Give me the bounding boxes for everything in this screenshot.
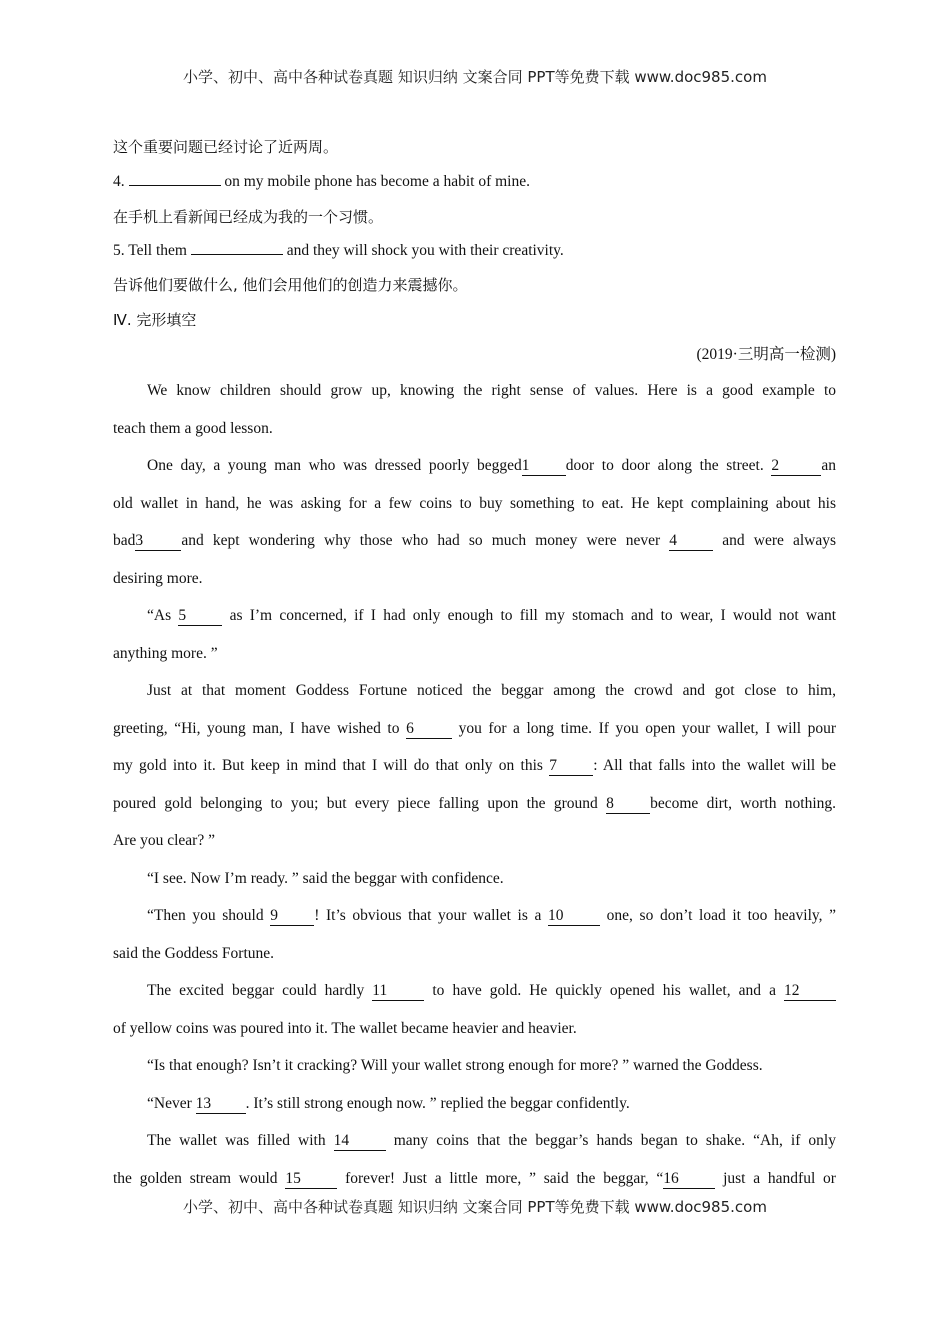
translation-line: 这个重要问题已经讨论了近两周。 — [113, 138, 339, 156]
question-4-translation: 在手机上看新闻已经成为我的一个习惯。 — [113, 208, 384, 226]
paragraph-9 — [113, 1085, 836, 1123]
passage-line: “Never 13 . It’s still strong enough now. ” replied the beggar confidently. — [147, 1094, 630, 1112]
page-footer: 小学、初中、高中各种试卷真题 知识归纳 文案合同 PPT等免费下载 www.doc985.com — [183, 1198, 767, 1216]
blank-8: 8 — [606, 795, 650, 814]
question-text: and they will shock you with their creativity. — [282, 242, 564, 259]
passage-line: said the Goddess Fortune. — [113, 944, 275, 962]
passage-line: “Then you should 9 ! It’s obvious that your wallet is a 10 one, so don’t load it too heavily, ” — [147, 907, 836, 924]
answer-blank — [129, 185, 221, 186]
passage-line: of yellow coins was poured into it. The wallet became heavier and heavier. — [113, 1019, 577, 1037]
blank-9: 9 — [270, 907, 314, 926]
passage-source: (2019·三明高一检测) — [696, 346, 836, 363]
paragraph-1 — [113, 372, 836, 447]
passage-line: We know children should grow up, knowing the right sense of values. Here is a good example to — [147, 382, 836, 399]
paragraph-7 — [113, 972, 836, 1047]
passage-line: bad3 and kept wondering why those who had so much money were never 4 and were always — [113, 532, 836, 549]
blank-3: 3 — [135, 532, 181, 551]
passage-line: the golden stream would 15 forever! Just a little more, ” said the beggar, “16 just a handful or — [113, 1169, 836, 1187]
blank-5: 5 — [178, 607, 222, 626]
blank-10: 10 — [548, 907, 600, 926]
paragraph-6 — [113, 897, 836, 972]
passage-line: The wallet was filled with 14 many coins that the beggar’s hands began to shake. “Ah, if only — [147, 1132, 836, 1149]
blank-12: 12 — [784, 982, 836, 1001]
passage-line: One day, a young man who was dressed poorly begged1 door to door along the street. 2 an — [147, 457, 836, 474]
question-text: on my mobile phone has become a habit of mine. — [220, 173, 530, 190]
cloze-passage — [113, 372, 836, 1197]
passage-line: anything more. ” — [113, 644, 218, 662]
passage-line: greeting, “Hi, young man, I have wished to 6 you for a long time. If you open your wallet, I will pour — [113, 719, 836, 737]
passage-line: Just at that moment Goddess Fortune noticed the beggar among the crowd and got close to him, — [147, 682, 836, 699]
passage-line: “Is that enough? Isn’t it cracking? Will your wallet strong enough for more? ” warned the Goddess. — [147, 1057, 763, 1074]
paragraph-3 — [113, 597, 836, 672]
blank-13: 13 — [196, 1095, 246, 1114]
paragraph-4 — [113, 672, 836, 860]
passage-line: The excited beggar could hardly 11 to have gold. He quickly opened his wallet, and a 12 — [113, 972, 836, 1010]
paragraph-5 — [113, 860, 836, 898]
blank-11: 11 — [372, 982, 424, 1001]
paragraph-10 — [113, 1122, 836, 1197]
passage-line: old wallet in hand, he was asking for a few coins to buy something to eat. He kept complaining about his — [113, 494, 836, 512]
blank-14: 14 — [334, 1132, 386, 1151]
passage-line: poured gold belonging to you; but every piece falling upon the ground 8 become dirt, worth nothing. — [113, 794, 837, 812]
section-title: Ⅳ. 完形填空 — [113, 311, 197, 329]
blank-4: 4 — [669, 532, 713, 551]
question-5 — [113, 240, 564, 262]
passage-line: Are you clear? ” — [113, 832, 215, 849]
blank-2: 2 — [771, 457, 821, 476]
passage-line: “As 5 as I’m concerned, if I had only enough to fill my stomach and to wear, I would not want — [147, 607, 836, 624]
page-header: 小学、初中、高中各种试卷真题 知识归纳 文案合同 PPT等免费下载 www.doc985.com — [183, 68, 767, 86]
blank-15: 15 — [285, 1170, 337, 1189]
question-number: 4. — [113, 173, 129, 190]
question-5-translation: 告诉他们要做什么, 他们会用他们的创造力来震撼你。 — [113, 276, 468, 294]
paragraph-2 — [113, 447, 836, 597]
passage-line: “I see. Now I’m ready. ” said the beggar with confidence. — [147, 869, 504, 887]
question-4 — [113, 171, 530, 193]
paragraph-8 — [113, 1047, 836, 1085]
blank-1: 1 — [522, 457, 566, 476]
blank-6: 6 — [406, 720, 452, 739]
passage-line: desiring more. — [113, 569, 203, 587]
passage-line: my gold into it. But keep in mind that I will do that only on this 7 : All that falls into the wallet will be — [113, 757, 837, 774]
answer-blank — [191, 254, 283, 255]
blank-7: 7 — [549, 757, 593, 776]
blank-16: 16 — [663, 1170, 715, 1189]
passage-line: teach them a good lesson. — [113, 419, 273, 437]
question-text: 5. Tell them — [113, 242, 191, 259]
